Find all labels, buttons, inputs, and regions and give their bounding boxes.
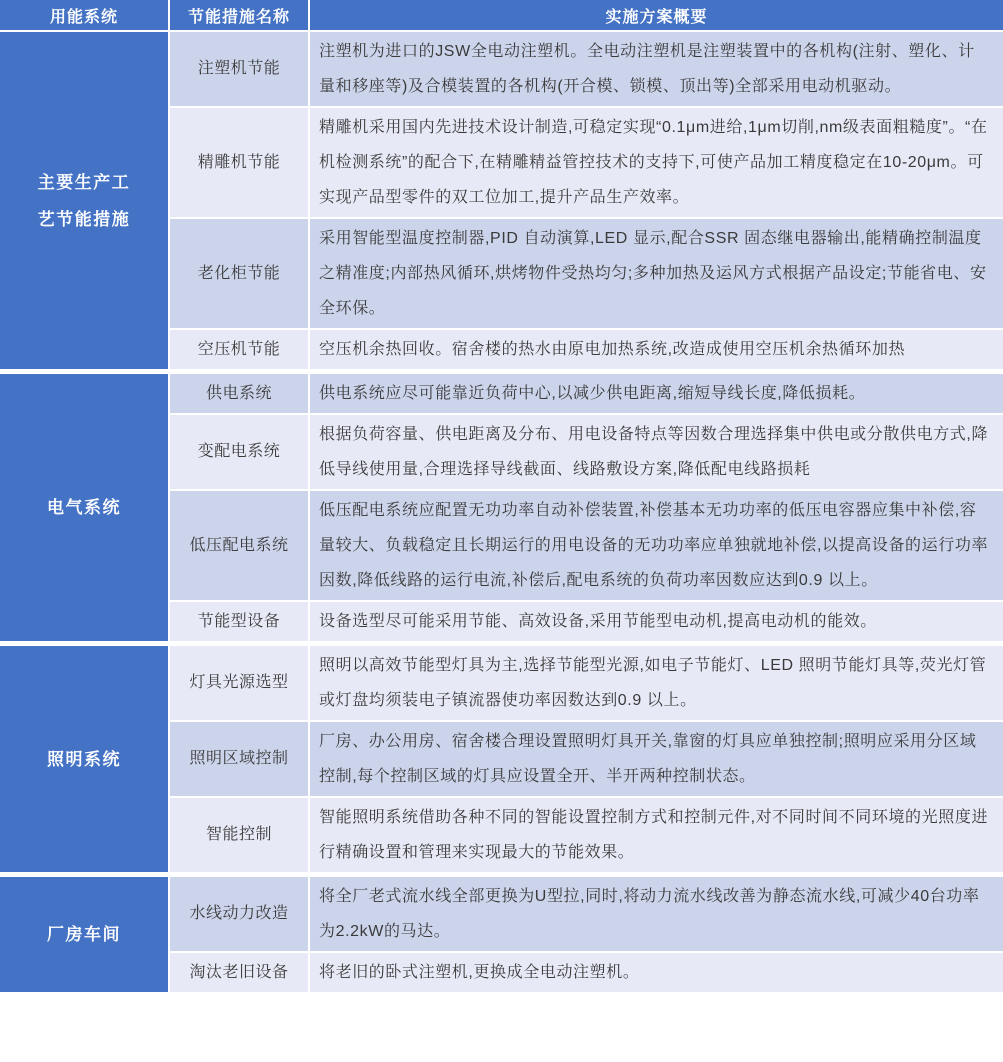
measure-name-cell: 节能型设备 [170, 602, 308, 641]
group-section [0, 877, 1003, 992]
implementation-summary-cell [310, 108, 1003, 217]
implementation-summary-cell [310, 877, 1003, 951]
implementation-summary-text: 供电系统应尽可能靠近负荷中心,以减少供电距离,缩短导线长度,降低损耗。 [319, 385, 866, 402]
group-label-cell [0, 646, 168, 872]
implementation-summary-cell [310, 722, 1003, 796]
group-label: 电气系统 [47, 498, 121, 517]
header-cell-plan: 实施方案概要 [310, 0, 1003, 30]
group-label-cell [0, 32, 168, 369]
implementation-summary-text: 设备选型尽可能采用节能、高效设备,采用节能型电动机,提高电动机的能效。 [319, 613, 877, 630]
measure-name-cell: 注塑机节能 [170, 32, 308, 106]
group-label: 厂房车间 [47, 925, 121, 944]
measure-name-cell: 照明区域控制 [170, 722, 308, 796]
implementation-summary-text: 空压机余热回收。宿舍楼的热水由原电加热系统,改造成使用空压机余热循环加热 [319, 341, 906, 358]
implementation-summary-text: 低压配电系统应配置无功功率自动补偿装置,补偿基本无功功率的低压电容器应集中补偿,容量较大、负载稳定且长期运行的用电设备的无功功率应单独就地补偿,以提高设备的运行功率因数,降低线路的运行电流,补偿后,配电系统的负荷功率因数应达到0.9 以上。 [319, 502, 989, 589]
implementation-summary-cell [310, 491, 1003, 600]
measure-name-cell: 老化柜节能 [170, 219, 308, 328]
implementation-summary-text: 根据负荷容量、供电距离及分布、用电设备特点等因数合理选择集中供电或分散供电方式,降低导线使用量,合理选择导线截面、线路敷设方案,降低配电线路损耗 [319, 426, 989, 478]
group-section [0, 32, 1003, 369]
measure-name-cell: 水线动力改造 [170, 877, 308, 951]
group-section [0, 374, 1003, 641]
measure-name-cell: 低压配电系统 [170, 491, 308, 600]
implementation-summary-cell [310, 953, 1003, 992]
group-label-cell [0, 374, 168, 641]
measure-name-cell: 供电系统 [170, 374, 308, 413]
group-label: 主要生产工艺节能措施 [37, 172, 131, 229]
implementation-summary-cell [310, 798, 1003, 872]
measure-name-cell: 精雕机节能 [170, 108, 308, 217]
implementation-summary-cell [310, 415, 1003, 489]
implementation-summary-cell [310, 646, 1003, 720]
measure-name-cell: 智能控制 [170, 798, 308, 872]
header-cell-measure: 节能措施名称 [170, 0, 308, 30]
implementation-summary-cell [310, 32, 1003, 106]
measure-name-cell: 淘汰老旧设备 [170, 953, 308, 992]
implementation-summary-cell [310, 374, 1003, 413]
table-body [0, 32, 1003, 992]
measure-name-cell: 空压机节能 [170, 330, 308, 369]
group-section [0, 646, 1003, 872]
implementation-summary-text: 照明以高效节能型灯具为主,选择节能型光源,如电子节能灯、LED 照明节能灯具等,荧光灯管或灯盘均须装电子镇流器使功率因数达到0.9 以上。 [319, 657, 987, 709]
implementation-summary-text: 采用智能型温度控制器,PID 自动演算,LED 显示,配合SSR 固态继电器输出,能精确控制温度之精准度;内部热风循环,烘烤物件受热均匀;多种加热及运风方式根据产品设定;节能省电、安全环保。 [319, 230, 987, 317]
implementation-summary-cell [310, 219, 1003, 328]
group-label-cell [0, 877, 168, 992]
implementation-summary-text: 智能照明系统借助各种不同的智能设置控制方式和控制元件,对不同时间不同环境的光照度进行精确设置和管理来实现最大的节能效果。 [319, 809, 989, 861]
implementation-summary-text: 精雕机采用国内先进技术设计制造,可稳定实现“0.1μm进给,1μm切削,nm级表面粗糙度”。“在机检测系统”的配合下,在精雕精益管控技术的支持下,可使产品加工精度稳定在10-20μm。可实现产品型零件的双工位加工,提升产品生产效率。 [319, 119, 988, 206]
group-label: 照明系统 [47, 749, 121, 769]
implementation-summary-text: 注塑机为进口的JSW全电动注塑机。全电动注塑机是注塑装置中的各机构(注射、塑化、计量和移座等)及合模装置的各机构(开合模、锁模、顶出等)全部采用电动机驱动。 [319, 43, 975, 95]
implementation-summary-text: 厂房、办公用房、宿舍楼合理设置照明灯具开关,靠窗的灯具应单独控制;照明应采用分区域控制,每个控制区域的灯具应设置全开、半开两种控制状态。 [319, 733, 977, 785]
table-header-row [0, 0, 1003, 30]
implementation-summary-cell [310, 330, 1003, 369]
measure-name-cell: 变配电系统 [170, 415, 308, 489]
implementation-summary-text: 将老旧的卧式注塑机,更换成全电动注塑机。 [319, 964, 640, 981]
implementation-summary-cell [310, 602, 1003, 641]
measure-name-cell: 灯具光源选型 [170, 646, 308, 720]
header-cell-system: 用能系统 [0, 0, 168, 30]
implementation-summary-text: 将全厂老式流水线全部更换为U型拉,同时,将动力流水线改善为静态流水线,可减少40台功率为2.2kW的马达。 [319, 888, 980, 940]
